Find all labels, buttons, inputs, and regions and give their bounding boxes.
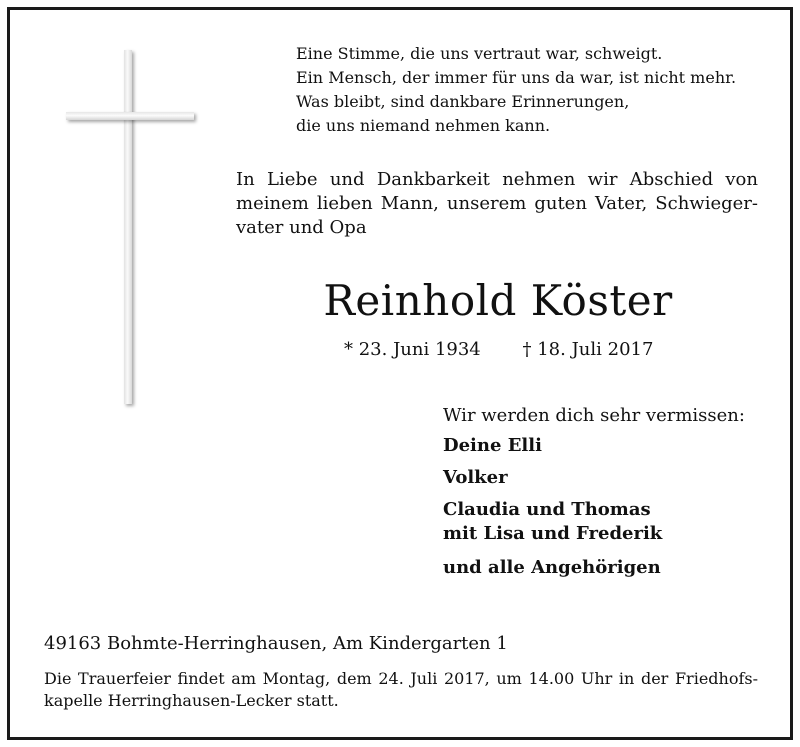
funeral-line: Die Trauerfeier findet am Montag, dem 24. Juli 2017, um 14.00 Uhr in der Friedhofs- [44,669,758,688]
mourners-list [443,434,662,580]
funeral-line: kapelle Herringhausen-Lecker statt. [44,691,339,710]
birth-date: * 23. Juni 1934 [344,339,481,360]
mourner: mit Lisa und Frederik [443,523,663,544]
intro-line: vater und Opa [236,217,367,238]
cross-icon [66,50,194,406]
cross-vertical-beam [124,50,132,404]
cross-horizontal-beam [66,112,194,120]
intro-line: meinem lieben Mann, unserem guten Vater, Schwieger- [236,193,758,214]
address: 49163 Bohmte-Herringhausen, Am Kindergarten 1 [44,633,508,654]
poem-line: Eine Stimme, die uns vertraut war, schweigt. [296,44,663,63]
funeral-notice [44,668,758,712]
poem-line: Ein Mensch, der immer für uns da war, ist nicht mehr. [296,68,737,87]
intro-text [236,168,758,240]
death-date: † 18. Juli 2017 [522,339,654,360]
life-dates [344,338,653,362]
mourner: Volker [443,467,508,488]
deceased-name: Reinhold Köster [323,276,673,325]
poem [296,42,736,138]
mourner: Deine Elli [443,435,542,456]
miss-line: Wir werden dich sehr vermissen: [443,405,745,426]
poem-line: Was bleibt, sind dankbare Erinnerungen, [296,92,630,111]
mourner: und alle Angehörigen [443,557,661,578]
mourner: Claudia und Thomas [443,499,651,520]
poem-line: die uns niemand nehmen kann. [296,116,551,135]
intro-line: In Liebe und Dankbarkeit nehmen wir Abschied von [236,169,758,190]
